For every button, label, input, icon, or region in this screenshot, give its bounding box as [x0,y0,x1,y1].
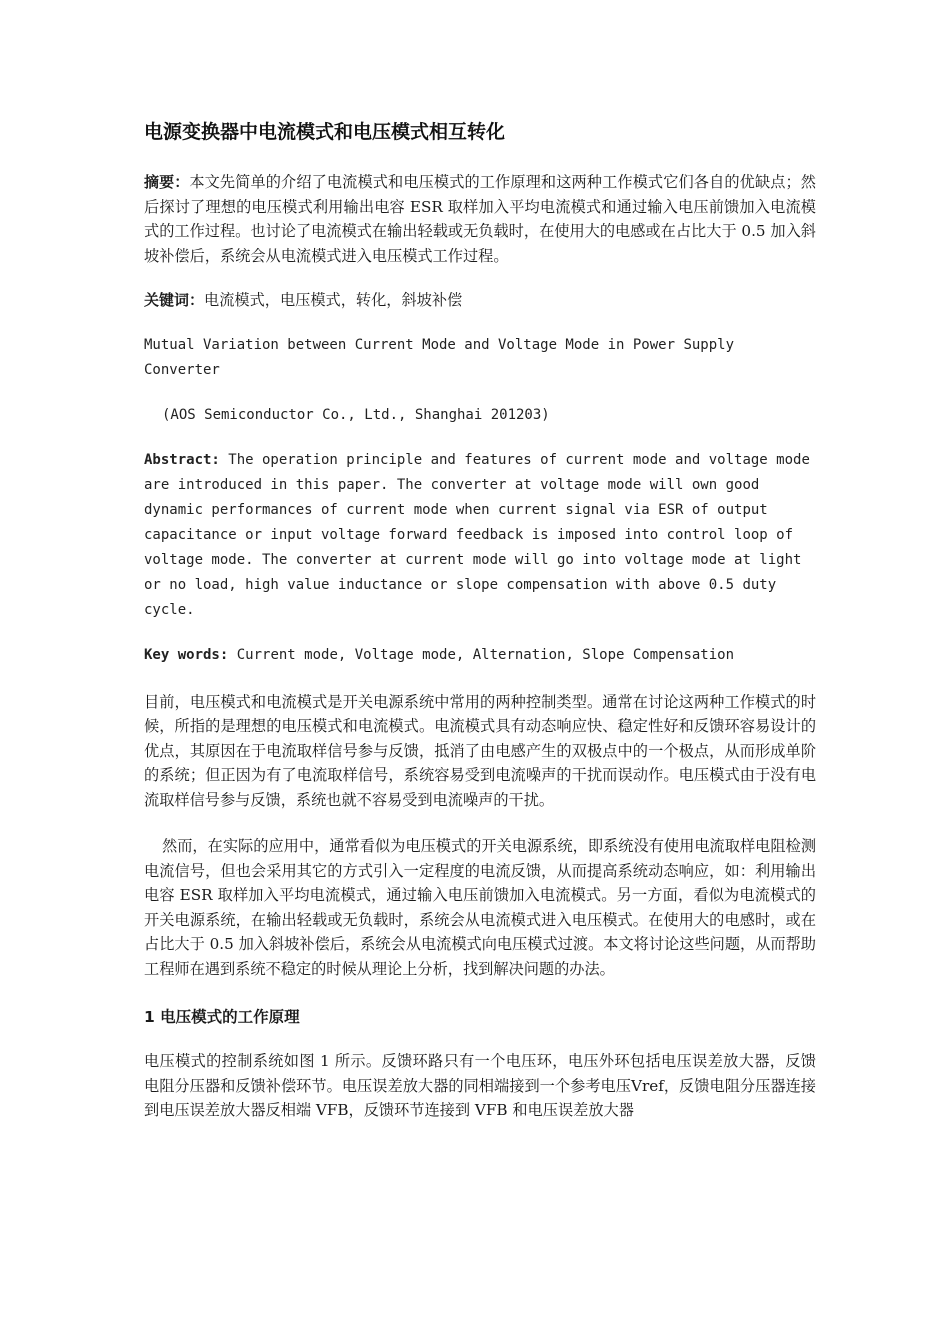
body-paragraph-3: 电压模式的控制系统如图 1 所示。反馈环路只有一个电压环，电压外环包括电压误差放大器，反馈电阻分压器和反馈补偿环节。电压误差放大器的同相端接到一个参考电压Vref，反馈电阻分压器连接到电压误差放大器反相端 VFB，反馈环节连接到 VFB 和电压误差放大器 [144,1052,816,1119]
title-en: Mutual Variation between Current Mode and Voltage Mode in Power Supply Converter [144,336,735,378]
keywords-en [144,643,816,668]
abstract-zh-label: 摘要： [144,173,190,191]
body-paragraph-1: 目前，电压模式和电流模式是开关电源系统中常用的两种控制类型。通常在讨论这两种工作模式的时候，所指的是理想的电压模式和电流模式。电流模式具有动态响应快、稳定性好和反馈环容易设计的优点，其原因在于电流取样信号参与反馈，抵消了由电感产生的双极点中的一个极点，从而形成单阶的系统；但正因为有了电流取样信号，系统容易受到电流噪声的干扰而误动作。电压模式由于没有电流取样信号参与反馈，系统也就不容易受到电流噪声的干扰。 [144,692,816,809]
body-paragraph-2: 然而，在实际的应用中，通常看似为电压模式的开关电源系统，即系统没有使用电流取样电阻检测电流信号，但也会采用其它的方式引入一定程度的电流反馈，从而提高系统动态响应，如：利用输出电容 ESR 取样加入平均电流模式，通过输入电压前馈加入电流模式。另一方面，看似为电流模式的开关电源系统，在输出轻载或无负载时，系统会从电流模式进入电压模式。在使用大的电感时，或在占比大于 0.5 加入斜坡补偿后，系统会从电流模式向电压模式过渡。本文将讨论这些问题，从而帮助工程师在遇到系统不稳定的时候从理论上分析，找到解决问题的办法。 [144,837,816,978]
abstract-zh-text: 本文先简单的介绍了电流模式和电压模式的工作原理和这两种工作模式它们各自的优缺点；然后探讨了理想的电压模式利用输出电容 ESR 取样加入平均电流模式和通过输入电压前馈加入电流模式的工作过程。也讨论了电流模式在输出轻载或无负载时，在使用大的电感或在占比大于 0.5 加入斜坡补偿后，系统会从电流模式进入电压模式工作过程。 [144,173,816,265]
keywords-zh-text: 电流模式，电压模式，转化，斜坡补偿 [204,291,463,309]
keywords-en-label: Key words: [144,646,229,663]
paper-page [144,118,816,1123]
keywords-zh-label: 关键词： [144,291,205,309]
keywords-en-text: Current mode, Voltage mode, Alternation, Slope Compensation [228,646,735,663]
abstract-en [144,448,816,623]
abstract-en-label: Abstract: [144,451,220,468]
paper-title: 电源变换器中电流模式和电压模式相互转化 [144,121,506,143]
abstract-en-text: The operation principle and features of current mode and voltage mode are introduced in this paper. The converter at voltage mode will own good dynamic performances of current mode when current signal via ESR of output capacitance or input voltage forward feedback is imposed into control loop of voltage mode. The converter at current mode will go into voltage mode at light or no load, high value inductance or slope compensation with above 0.5 duty cycle. [144,451,810,618]
keywords-zh [144,288,816,313]
section-1-heading: 1 电压模式的工作原理 [144,1008,300,1026]
abstract-zh [144,170,816,268]
affiliation-en: (AOS Semiconductor Co., Ltd., Shanghai 201203) [162,406,550,423]
